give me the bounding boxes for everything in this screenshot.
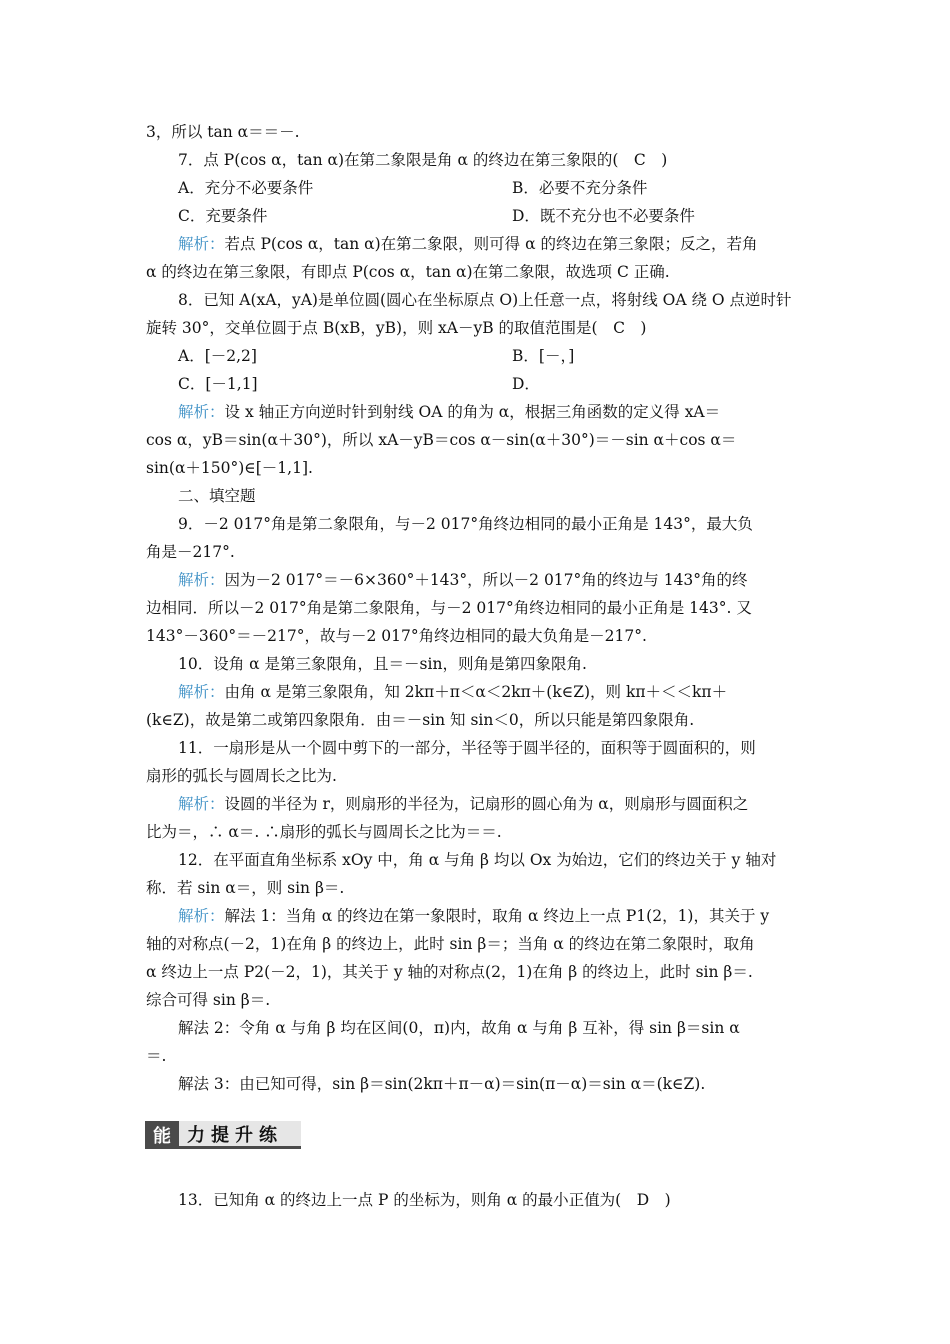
line-text: B．必要不充分条件 [512, 179, 648, 197]
line-text: 设 x 轴正方向逆时针到射线 OA 的角为 α，根据三角函数的定义得 xA＝ [224, 403, 721, 421]
line-text: 解法 2：令角 α 与角 β 均在区间(0，π)内，故角 α 与角 β 互补，得 sin β＝sin α [178, 1019, 740, 1037]
analysis-label: 解析： [178, 571, 225, 589]
line-text: 9．－2 017°角是第二象限角，与－2 017°角终边相同的最小正角是 143°，最大负 [178, 515, 753, 533]
line-text: 角是－217°. [146, 543, 235, 561]
text-line [178, 850, 776, 870]
line-text: α 终边上一点 P2(－2，1)，其关于 y 轴的对称点(2，1)在角 β 的终边上，此时 sin β＝. [146, 963, 753, 981]
line-text: 二、填空题 [178, 487, 256, 505]
line-text: D．既不充分也不必要条件 [512, 207, 695, 225]
analysis-label: 解析： [178, 683, 225, 701]
text-line [178, 794, 748, 814]
text-line [178, 654, 587, 674]
text-line [146, 710, 694, 730]
text-line [146, 318, 646, 338]
text-line [178, 486, 256, 506]
line-text: cos α，yB＝sin(α＋30°)，所以 xA－yB＝cos α－sin(α＋30°)＝－sin α＋cos α＝ [146, 431, 737, 449]
line-text: A．[－2,2] [178, 347, 257, 365]
text-line [178, 206, 267, 226]
text-line [146, 878, 344, 898]
line-text: 12．在平面直角坐标系 xOy 中，角 α 与角 β 均以 Ox 为始边，它们的终边关于 y 轴对 [178, 851, 777, 869]
line-text: 13．已知角 α 的终边上一点 P 的坐标为，则角 α 的最小正值为( D ) [178, 1191, 671, 1209]
line-text: 轴的对称点(－2，1)在角 β 的终边上，此时 sin β＝；当角 α 的终边在第二象限时，取角 [146, 935, 755, 953]
line-text: 若点 P(cos α，tan α)在第二象限，则可得 α 的终边在第三象限；反之，若角 [224, 235, 758, 253]
analysis-label: 解析： [178, 795, 225, 813]
text-line [178, 150, 667, 170]
text-line [178, 402, 720, 422]
line-text: 因为－2 017°＝－6×360°＋143°，所以－2 017°角的终边与 143°角的终 [224, 571, 748, 589]
section-banner [145, 1121, 301, 1149]
text-line [146, 458, 313, 478]
line-text: 解法 3：由已知可得，sin β＝sin(2kπ＋π－α)＝sin(π－α)＝sin α＝(k∈Z). [178, 1075, 706, 1093]
banner-title: 力提升练 [179, 1121, 301, 1149]
analysis-label: 解析： [178, 235, 225, 253]
line-text: 扇形的弧长与圆周长之比为. [146, 767, 337, 785]
text-line [178, 1018, 740, 1038]
analysis-label: 解析： [178, 403, 225, 421]
line-text: C．[－1,1] [178, 375, 258, 393]
text-line [178, 738, 756, 758]
text-line [146, 990, 270, 1010]
text-line [178, 514, 753, 534]
text-line [178, 1074, 705, 1094]
text-line [178, 1190, 671, 1210]
line-text: sin(α＋150°)∈[－1,1]. [146, 459, 313, 477]
text-line [146, 934, 755, 954]
text-line [146, 542, 235, 562]
text-line [146, 962, 753, 982]
text-line [178, 346, 257, 366]
line-text: (k∈Z)，故是第二或第四象限角．由＝－sin 知 sin＜0，所以只能是第四象限角. [146, 711, 695, 729]
text-line [512, 346, 574, 366]
text-line [178, 570, 748, 590]
line-text: C．充要条件 [178, 207, 268, 225]
line-text: 11．一扇形是从一个圆中剪下的一部分，半径等于圆半径的，面积等于圆面积的，则 [178, 739, 756, 757]
line-text: 7．点 P(cos α，tan α)在第二象限是角 α 的终边在第三象限的( C ) [178, 151, 668, 169]
line-text: 旋转 30°，交单位圆于点 B(xB，yB)，则 xA－yB 的取值范围是( C ) [146, 319, 647, 337]
text-line [178, 234, 758, 254]
line-text: 综合可得 sin β＝. [146, 991, 271, 1009]
line-text: α 的终边在第三象限，有即点 P(cos α，tan α)在第二象限，故选项 C 正确. [146, 263, 670, 281]
text-line [146, 626, 647, 646]
line-text: 边相同．所以－2 017°角是第二象限角，与－2 017°角终边相同的最小正角是 143°. 又 [146, 599, 752, 617]
text-line [146, 766, 337, 786]
text-line [178, 290, 792, 310]
banner-first-char: 能 [145, 1121, 179, 1149]
line-text: ＝. [146, 1047, 167, 1065]
line-text: 8．已知 A(xA，yA)是单位圆(圆心在坐标原点 O)上任意一点，将射线 OA 绕 O 点逆时针 [178, 291, 792, 309]
text-line [512, 178, 647, 198]
line-text: 10．设角 α 是第三象限角，且＝－sin，则角是第四象限角. [178, 655, 587, 673]
text-line [146, 1046, 166, 1066]
text-line [512, 206, 695, 226]
line-text: 143°－360°＝－217°，故与－2 017°角终边相同的最大负角是－217°. [146, 627, 647, 645]
text-line [146, 262, 670, 282]
text-line [146, 430, 736, 450]
line-text: 由角 α 是第三象限角，知 2kπ＋π＜α＜2kπ＋(k∈Z)，则 kπ＋＜＜kπ＋ [224, 683, 728, 701]
line-text: D． [512, 375, 540, 393]
line-text: 解法 1：当角 α 的终边在第一象限时，取角 α 终边上一点 P1(2，1)，其关于 y [224, 907, 770, 925]
analysis-label: 解析： [178, 907, 225, 925]
line-text: 3，所以 tan α＝＝－. [146, 123, 300, 141]
text-line [178, 906, 769, 926]
line-text: 设圆的半径为 r，则扇形的半径为，记扇形的圆心角为 α，则扇形与圆面积之 [224, 795, 749, 813]
line-text: A．充分不必要条件 [178, 179, 314, 197]
text-line [512, 374, 540, 394]
line-text: B．[－，] [512, 347, 575, 365]
line-text: 称．若 sin α＝，则 sin β＝. [146, 879, 345, 897]
text-line [146, 822, 502, 842]
line-text: 比为＝，∴ α＝. ∴扇形的弧长与圆周长之比为＝＝. [146, 823, 502, 841]
text-line [178, 682, 727, 702]
text-line [178, 178, 313, 198]
text-line [146, 598, 752, 618]
text-line [146, 122, 300, 142]
text-line [178, 374, 258, 394]
